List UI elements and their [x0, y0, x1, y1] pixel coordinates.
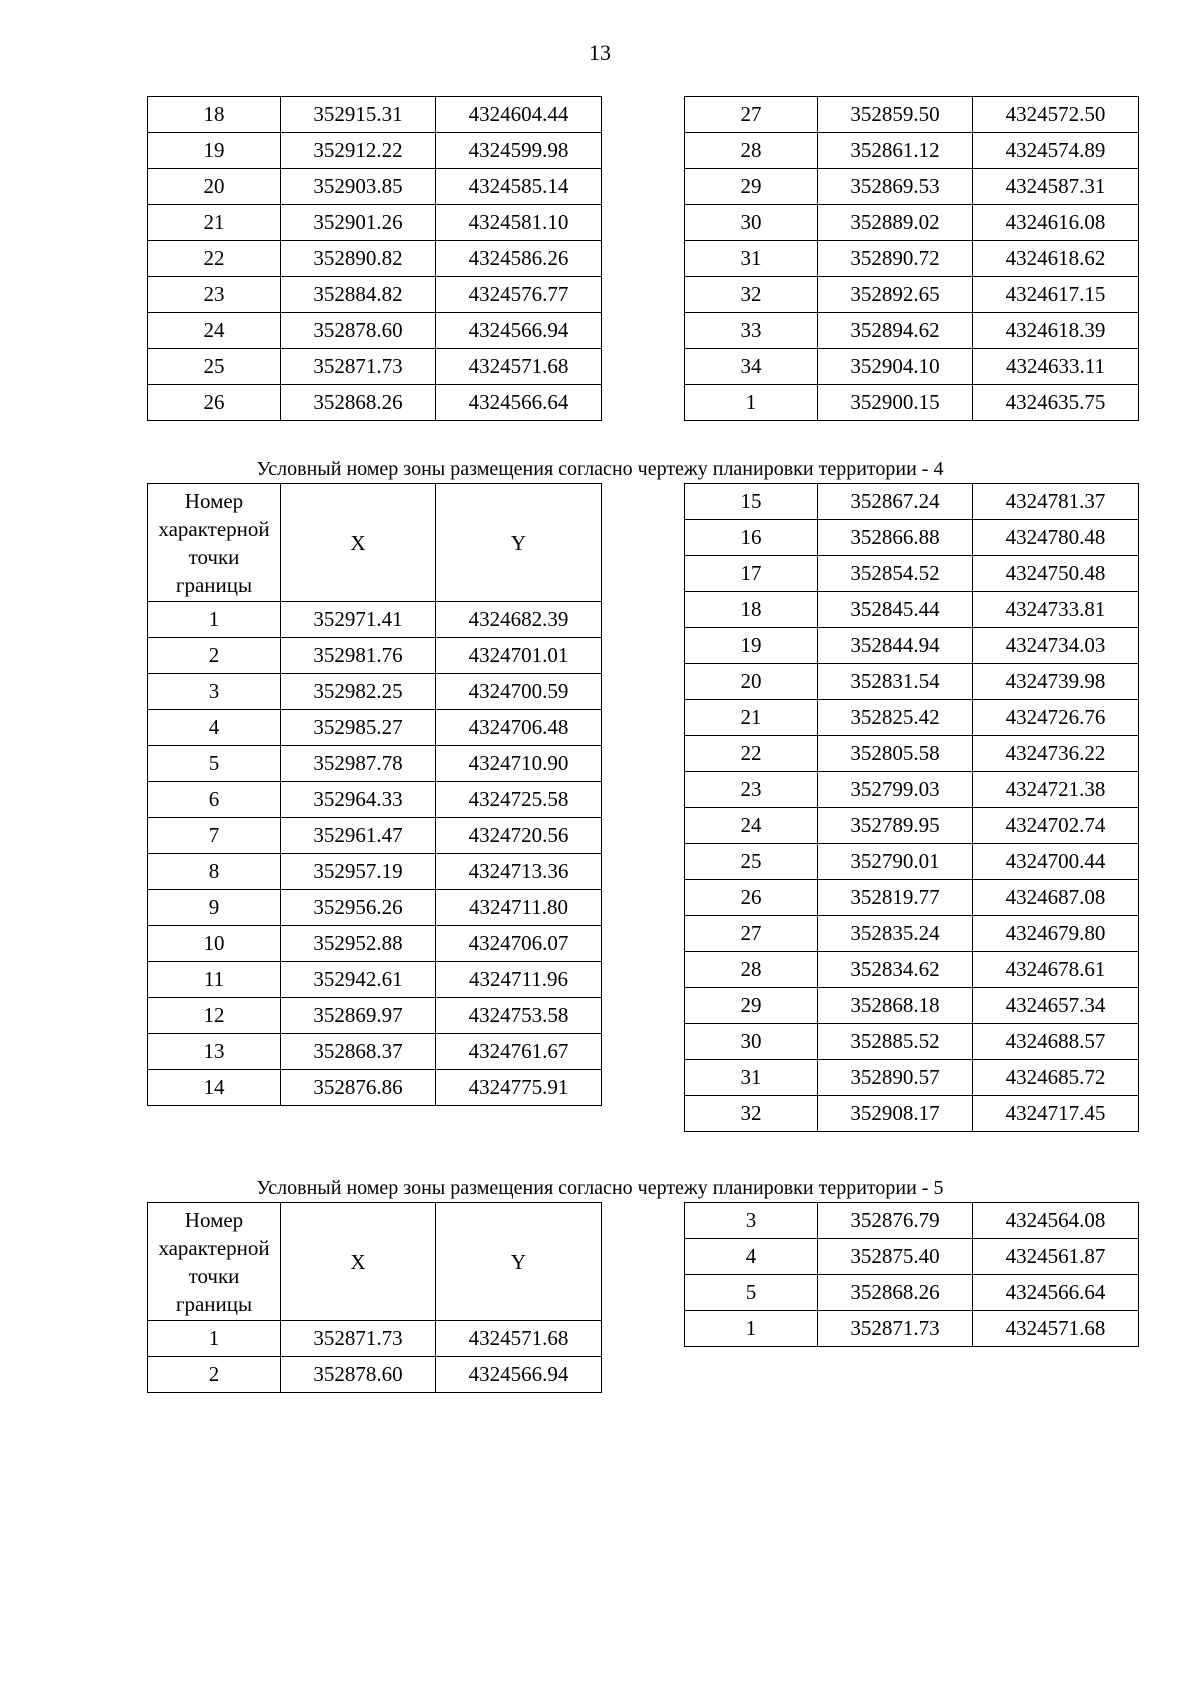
cell-point-number: 21	[148, 205, 281, 241]
table-row	[685, 916, 1139, 952]
zone-caption: Условный номер зоны размещения согласно чертежу планировки территории - 4	[256, 458, 944, 480]
cell-point-number: 3	[148, 674, 281, 710]
table-row	[148, 205, 602, 241]
cell-x: 352868.26	[281, 385, 436, 421]
cell-y: 4324679.80	[973, 916, 1139, 952]
table-row	[685, 1024, 1139, 1060]
cell-y: 4324618.62	[973, 241, 1139, 277]
cell-point-number: 1	[148, 602, 281, 638]
table-row	[148, 818, 602, 854]
header-y: Y	[436, 484, 602, 602]
table-row	[685, 1060, 1139, 1096]
cell-x: 352819.77	[818, 880, 973, 916]
cell-x: 352964.33	[281, 782, 436, 818]
cell-x: 352915.31	[281, 97, 436, 133]
table-row	[685, 313, 1139, 349]
cell-y: 4324780.48	[973, 520, 1139, 556]
cell-point-number: 5	[148, 746, 281, 782]
cell-y: 4324572.50	[973, 97, 1139, 133]
cell-x: 352892.65	[818, 277, 973, 313]
cell-x: 352869.53	[818, 169, 973, 205]
cell-point-number: 33	[685, 313, 818, 349]
cell-y: 4324688.57	[973, 1024, 1139, 1060]
cell-y: 4324616.08	[973, 205, 1139, 241]
page-number: 13	[589, 40, 611, 65]
table-row	[685, 988, 1139, 1024]
table-row	[685, 628, 1139, 664]
cell-y: 4324761.67	[436, 1034, 602, 1070]
cell-point-number: 8	[148, 854, 281, 890]
cell-x: 352971.41	[281, 602, 436, 638]
cell-point-number: 24	[148, 313, 281, 349]
cell-y: 4324721.38	[973, 772, 1139, 808]
table-row	[148, 1034, 602, 1070]
cell-point-number: 32	[685, 1096, 818, 1132]
table-row	[148, 962, 602, 998]
cell-y: 4324750.48	[973, 556, 1139, 592]
table-row	[148, 241, 602, 277]
cell-y: 4324725.58	[436, 782, 602, 818]
table-row	[685, 484, 1139, 520]
cell-x: 352890.82	[281, 241, 436, 277]
cell-y: 4324564.08	[973, 1203, 1139, 1239]
table-row	[685, 880, 1139, 916]
cell-x: 352871.73	[281, 1321, 436, 1357]
cell-point-number: 30	[685, 205, 818, 241]
cell-y: 4324571.68	[973, 1311, 1139, 1347]
cell-point-number: 28	[685, 133, 818, 169]
cell-x: 352831.54	[818, 664, 973, 700]
cell-y: 4324633.11	[973, 349, 1139, 385]
table-row	[685, 205, 1139, 241]
cell-y: 4324566.64	[436, 385, 602, 421]
cell-x: 352871.73	[281, 349, 436, 385]
cell-y: 4324571.68	[436, 1321, 602, 1357]
cell-x: 352894.62	[818, 313, 973, 349]
table-row	[685, 556, 1139, 592]
cell-y: 4324726.76	[973, 700, 1139, 736]
cell-x: 352901.26	[281, 205, 436, 241]
table-row	[148, 674, 602, 710]
cell-x: 352878.60	[281, 1357, 436, 1393]
table-row	[148, 782, 602, 818]
cell-x: 352985.27	[281, 710, 436, 746]
cell-x: 352952.88	[281, 926, 436, 962]
cell-point-number: 31	[685, 241, 818, 277]
table-row	[148, 926, 602, 962]
cell-x: 352859.50	[818, 97, 973, 133]
cell-x: 352835.24	[818, 916, 973, 952]
cell-y: 4324635.75	[973, 385, 1139, 421]
cell-x: 352790.01	[818, 844, 973, 880]
table-row	[685, 808, 1139, 844]
zone-caption: Условный номер зоны размещения согласно чертежу планировки территории - 5	[256, 1177, 944, 1199]
cell-point-number: 13	[148, 1034, 281, 1070]
table-row	[685, 349, 1139, 385]
cell-point-number: 22	[685, 736, 818, 772]
cell-point-number: 27	[685, 916, 818, 952]
cell-point-number: 18	[148, 97, 281, 133]
table-row	[685, 772, 1139, 808]
cell-y: 4324713.36	[436, 854, 602, 890]
cell-y: 4324717.45	[973, 1096, 1139, 1132]
cell-y: 4324781.37	[973, 484, 1139, 520]
table-row	[685, 664, 1139, 700]
table-row	[685, 169, 1139, 205]
cell-x: 352956.26	[281, 890, 436, 926]
cell-y: 4324585.14	[436, 169, 602, 205]
cell-point-number: 1	[685, 385, 818, 421]
cell-x: 352900.15	[818, 385, 973, 421]
cell-y: 4324687.08	[973, 880, 1139, 916]
cell-x: 352957.19	[281, 854, 436, 890]
table-row	[148, 1070, 602, 1106]
cell-point-number: 6	[148, 782, 281, 818]
table-row	[685, 844, 1139, 880]
table-row	[685, 1311, 1139, 1347]
cell-y: 4324700.44	[973, 844, 1139, 880]
table-row	[685, 700, 1139, 736]
table-row	[148, 1357, 602, 1393]
cell-x: 352789.95	[818, 808, 973, 844]
cell-x: 352875.40	[818, 1239, 973, 1275]
header-point-number: Номер характерной точки границы	[148, 1203, 281, 1321]
cell-point-number: 34	[685, 349, 818, 385]
cell-y: 4324599.98	[436, 133, 602, 169]
cell-x: 352868.26	[818, 1275, 973, 1311]
cell-y: 4324734.03	[973, 628, 1139, 664]
cell-point-number: 12	[148, 998, 281, 1034]
header-point-number: Номер характерной точки границы	[148, 484, 281, 602]
cell-y: 4324711.96	[436, 962, 602, 998]
table-row	[685, 1275, 1139, 1311]
cell-point-number: 11	[148, 962, 281, 998]
cell-y: 4324711.80	[436, 890, 602, 926]
cell-x: 352866.88	[818, 520, 973, 556]
cell-point-number: 14	[148, 1070, 281, 1106]
cell-x: 352876.79	[818, 1203, 973, 1239]
cell-point-number: 1	[685, 1311, 818, 1347]
cell-point-number: 26	[148, 385, 281, 421]
cell-point-number: 19	[685, 628, 818, 664]
cell-x: 352878.60	[281, 313, 436, 349]
cell-y: 4324604.44	[436, 97, 602, 133]
table-row	[148, 1321, 602, 1357]
cell-point-number: 10	[148, 926, 281, 962]
cell-point-number: 30	[685, 1024, 818, 1060]
cell-point-number: 2	[148, 638, 281, 674]
cell-point-number: 21	[685, 700, 818, 736]
cell-y: 4324566.94	[436, 1357, 602, 1393]
cell-x: 352871.73	[818, 1311, 973, 1347]
cell-point-number: 26	[685, 880, 818, 916]
cell-y: 4324566.64	[973, 1275, 1139, 1311]
cell-x: 352834.62	[818, 952, 973, 988]
cell-x: 352854.52	[818, 556, 973, 592]
cell-point-number: 23	[148, 277, 281, 313]
cell-y: 4324678.61	[973, 952, 1139, 988]
cell-point-number: 17	[685, 556, 818, 592]
coords-table	[684, 96, 1139, 421]
cell-point-number: 2	[148, 1357, 281, 1393]
table-row	[685, 277, 1139, 313]
cell-y: 4324576.77	[436, 277, 602, 313]
cell-x: 352981.76	[281, 638, 436, 674]
cell-x: 352868.37	[281, 1034, 436, 1070]
cell-y: 4324706.48	[436, 710, 602, 746]
cell-y: 4324733.81	[973, 592, 1139, 628]
cell-x: 352884.82	[281, 277, 436, 313]
cell-point-number: 32	[685, 277, 818, 313]
table-row	[148, 998, 602, 1034]
cell-y: 4324720.56	[436, 818, 602, 854]
table-row	[685, 97, 1139, 133]
cell-x: 352904.10	[818, 349, 973, 385]
cell-x: 352845.44	[818, 592, 973, 628]
cell-y: 4324702.74	[973, 808, 1139, 844]
cell-point-number: 27	[685, 97, 818, 133]
coords-table	[147, 1202, 602, 1393]
cell-point-number: 4	[685, 1239, 818, 1275]
cell-y: 4324574.89	[973, 133, 1139, 169]
cell-point-number: 22	[148, 241, 281, 277]
cell-point-number: 20	[148, 169, 281, 205]
table-row	[148, 133, 602, 169]
cell-x: 352805.58	[818, 736, 973, 772]
cell-x: 352867.24	[818, 484, 973, 520]
cell-y: 4324701.01	[436, 638, 602, 674]
table-row	[148, 349, 602, 385]
cell-x: 352825.42	[818, 700, 973, 736]
cell-point-number: 1	[148, 1321, 281, 1357]
table-row	[685, 952, 1139, 988]
cell-point-number: 23	[685, 772, 818, 808]
cell-y: 4324561.87	[973, 1239, 1139, 1275]
table-row	[148, 277, 602, 313]
cell-x: 352987.78	[281, 746, 436, 782]
table-row	[148, 385, 602, 421]
cell-point-number: 7	[148, 818, 281, 854]
cell-point-number: 3	[685, 1203, 818, 1239]
cell-x: 352876.86	[281, 1070, 436, 1106]
cell-x: 352982.25	[281, 674, 436, 710]
table-row	[685, 385, 1139, 421]
cell-point-number: 31	[685, 1060, 818, 1096]
table-row	[685, 736, 1139, 772]
cell-x: 352868.18	[818, 988, 973, 1024]
coords-table	[684, 1202, 1139, 1347]
cell-y: 4324581.10	[436, 205, 602, 241]
cell-y: 4324706.07	[436, 926, 602, 962]
cell-x: 352869.97	[281, 998, 436, 1034]
coords-table	[147, 96, 602, 421]
table-row	[685, 1096, 1139, 1132]
cell-point-number: 4	[148, 710, 281, 746]
cell-y: 4324586.26	[436, 241, 602, 277]
table-row	[685, 133, 1139, 169]
cell-x: 352903.85	[281, 169, 436, 205]
cell-point-number: 16	[685, 520, 818, 556]
cell-x: 352885.52	[818, 1024, 973, 1060]
cell-x: 352908.17	[818, 1096, 973, 1132]
cell-y: 4324775.91	[436, 1070, 602, 1106]
coords-table	[684, 483, 1139, 1132]
table-row	[148, 638, 602, 674]
header-y: Y	[436, 1203, 602, 1321]
cell-x: 352844.94	[818, 628, 973, 664]
cell-point-number: 20	[685, 664, 818, 700]
cell-point-number: 15	[685, 484, 818, 520]
table-row	[148, 746, 602, 782]
table-row	[685, 592, 1139, 628]
table-row	[685, 1239, 1139, 1275]
cell-point-number: 28	[685, 952, 818, 988]
cell-point-number: 29	[685, 169, 818, 205]
table-row	[685, 520, 1139, 556]
table-row	[148, 890, 602, 926]
table-row	[148, 854, 602, 890]
cell-y: 4324736.22	[973, 736, 1139, 772]
cell-x: 352889.02	[818, 205, 973, 241]
cell-point-number: 24	[685, 808, 818, 844]
cell-x: 352861.12	[818, 133, 973, 169]
cell-point-number: 5	[685, 1275, 818, 1311]
cell-x: 352961.47	[281, 818, 436, 854]
table-row	[148, 602, 602, 638]
coords-table	[147, 483, 602, 1106]
table-row	[148, 97, 602, 133]
table-row	[148, 169, 602, 205]
table-row	[685, 1203, 1139, 1239]
cell-y: 4324617.15	[973, 277, 1139, 313]
table-row	[148, 313, 602, 349]
cell-point-number: 9	[148, 890, 281, 926]
cell-y: 4324571.68	[436, 349, 602, 385]
cell-x: 352890.72	[818, 241, 973, 277]
cell-y: 4324587.31	[973, 169, 1139, 205]
cell-x: 352912.22	[281, 133, 436, 169]
cell-point-number: 29	[685, 988, 818, 1024]
cell-x: 352942.61	[281, 962, 436, 998]
header-x: X	[281, 1203, 436, 1321]
cell-y: 4324753.58	[436, 998, 602, 1034]
header-x: X	[281, 484, 436, 602]
cell-y: 4324618.39	[973, 313, 1139, 349]
cell-y: 4324700.59	[436, 674, 602, 710]
cell-y: 4324685.72	[973, 1060, 1139, 1096]
cell-point-number: 25	[148, 349, 281, 385]
cell-point-number: 19	[148, 133, 281, 169]
table-row	[148, 710, 602, 746]
cell-point-number: 25	[685, 844, 818, 880]
cell-y: 4324566.94	[436, 313, 602, 349]
cell-x: 352890.57	[818, 1060, 973, 1096]
cell-y: 4324739.98	[973, 664, 1139, 700]
cell-y: 4324682.39	[436, 602, 602, 638]
cell-x: 352799.03	[818, 772, 973, 808]
cell-point-number: 18	[685, 592, 818, 628]
table-row	[685, 241, 1139, 277]
cell-y: 4324657.34	[973, 988, 1139, 1024]
cell-y: 4324710.90	[436, 746, 602, 782]
